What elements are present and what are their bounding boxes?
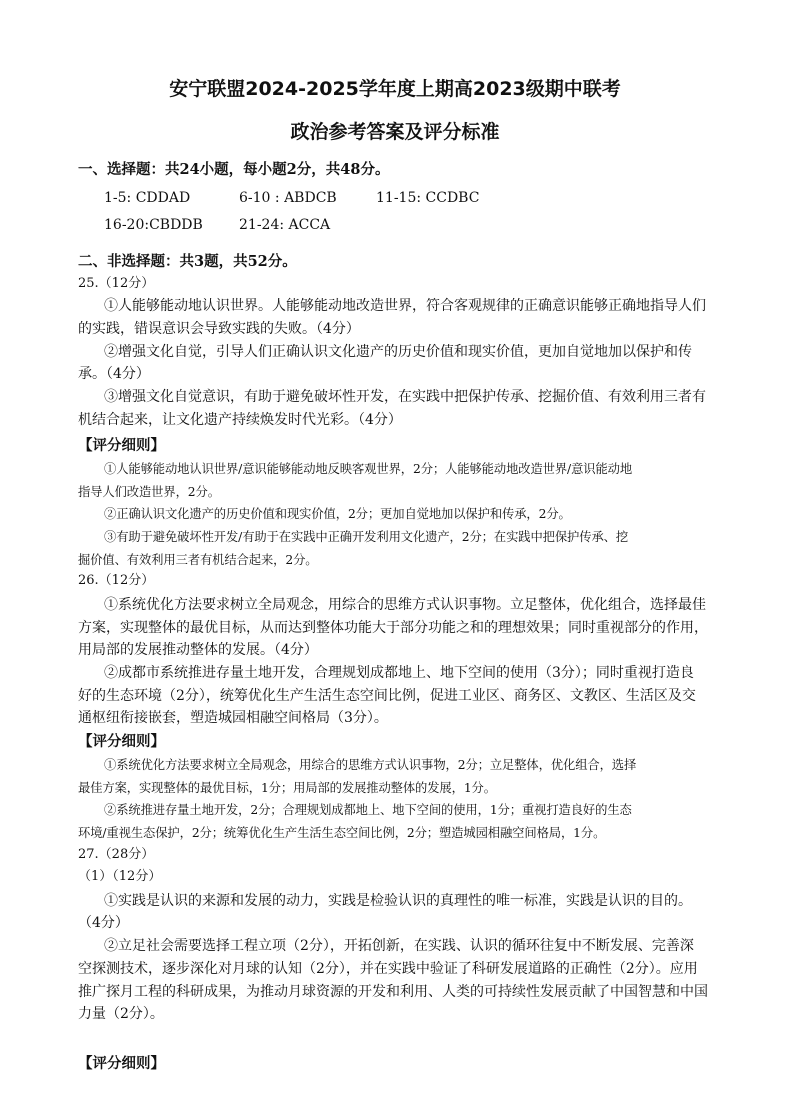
answer-line: （4分） [78, 915, 129, 931]
scoring-line: ①人能够能动地认识世界/意识能够能动地反映客观世界，2分；人能够能动地改造世界/意识能动地 [104, 462, 633, 476]
scoring-rules-heading: 【评分细则】 [78, 437, 165, 454]
answer-line: ②成都市系统推进存量土地开发，合理规划成都地上、地下空间的使用（3分）；同时重视打造良 [104, 665, 694, 681]
question-25-header: 25.（12分） [78, 276, 155, 291]
answer-line: ②增强文化自觉，引导人们正确认识文化遗产的历史价值和现实价值，更加自觉地加以保护和传 [104, 344, 692, 360]
question-27-header: 27.（28分） [78, 847, 155, 862]
answer-line: 力量（2分）。 [78, 1006, 164, 1022]
answer-line: 推广探月工程的科研成果，为推动月球资源的开发和利用、人类的可持续性发展贡献了中国智慧和中国 [78, 984, 708, 1000]
answer-line: 机结合起来，让文化遗产持续焕发时代光彩。（4分） [78, 412, 402, 428]
answer-group-4: 16-20:CBDDB [104, 217, 203, 233]
scoring-line: ②正确认识文化遗产的历史价值和现实价值，2分；更加自觉地加以保护和传承，2分。 [104, 507, 571, 521]
scoring-line: 环境/重视生态保护，2分；统筹优化生产生活生态空间比例，2分；塑造城园相融空间格局，1分。 [78, 826, 606, 840]
answer-line: ②立足社会需要选择工程立项（2分），开拓创新，在实践、认识的循环往复中不断发展、完善深 [104, 938, 694, 954]
answer-line: 方案，实现整体的最优目标，从而达到整体功能大于部分功能之和的理想效果；同时重视部分的作用， [78, 620, 708, 636]
scoring-line: ③有助于避免破坏性开发/有助于在实践中正确开发利用文化遗产，2分；在实践中把保护传承、挖 [104, 530, 629, 544]
answer-line: 好的生态环境（2分），统筹优化生产生活生态空间比例，促进工业区、商务区、文教区、生活区及交 [78, 688, 696, 704]
answer-line: 空探测技术，逐步深化对月球的认知（2分），并在实践中验证了科研发展道路的正确性（2分）。应用 [78, 961, 698, 977]
answer-line: ①人能够能动地认识世界。人能够能动地改造世界，符合客观规律的正确意识能够正确地指导人们 [104, 298, 706, 314]
scoring-line: 指导人们改造世界，2分。 [78, 485, 220, 499]
section2-heading: 二、非选择题：共3题，共52分。 [78, 253, 297, 270]
answer-line: 承。（4分） [78, 366, 150, 382]
document-title: 安宁联盟2024-2025学年度上期高2023级期中联考 [169, 78, 621, 100]
answer-group-5: 21-24: ACCA [239, 217, 331, 233]
answer-line: ①实践是认识的来源和发展的动力，实践是检验认识的真理性的唯一标准，实践是认识的目的。 [104, 893, 692, 909]
scoring-rules-heading: 【评分细则】 [78, 1055, 165, 1072]
answer-group-3: 11-15: CCDBC [376, 190, 480, 206]
subquestion-1-header: （1）（12分） [78, 869, 162, 884]
document-subtitle: 政治参考答案及评分标准 [290, 121, 500, 143]
scoring-line: ①系统优化方法要求树立全局观念，用综合的思维方式认识事物，2分；立足整体，优化组合，选择 [104, 758, 637, 772]
answer-group-1: 1-5: CDDAD [104, 190, 191, 206]
answer-line: 用局部的发展推动整体的发展。（4分） [78, 642, 318, 658]
answer-line: ③增强文化自觉意识，有助于避免破坏性开发，在实践中把保护传承、挖掘价值、有效利用三者有 [104, 389, 706, 405]
section1-heading: 一、选择题：共24小题，每小题2分，共48分。 [78, 161, 390, 178]
scoring-line: 最佳方案，实现整体的最优目标，1分；用局部的发展推动整体的发展，1分。 [78, 781, 496, 795]
scoring-line: 掘价值、有效利用三者有机结合起来，2分。 [78, 553, 318, 567]
scoring-line: ②系统推进存量土地开发，2分；合理规划成都地上、地下空间的使用，1分；重视打造良好的生态 [104, 803, 632, 817]
scoring-rules-heading: 【评分细则】 [78, 733, 165, 750]
answer-line: ①系统优化方法要求树立全局观念，用综合的思维方式认识事物。立足整体，优化组合，选择最佳 [104, 597, 706, 613]
answer-line: 的实践，错误意识会导致实践的失败。（4分） [78, 321, 360, 337]
question-26-header: 26.（12分） [78, 573, 155, 588]
answer-group-2: 6-10 : ABDCB [239, 190, 337, 206]
answer-line: 通枢纽衔接嵌套，塑造城园相融空间格局（3分）。 [78, 710, 388, 726]
